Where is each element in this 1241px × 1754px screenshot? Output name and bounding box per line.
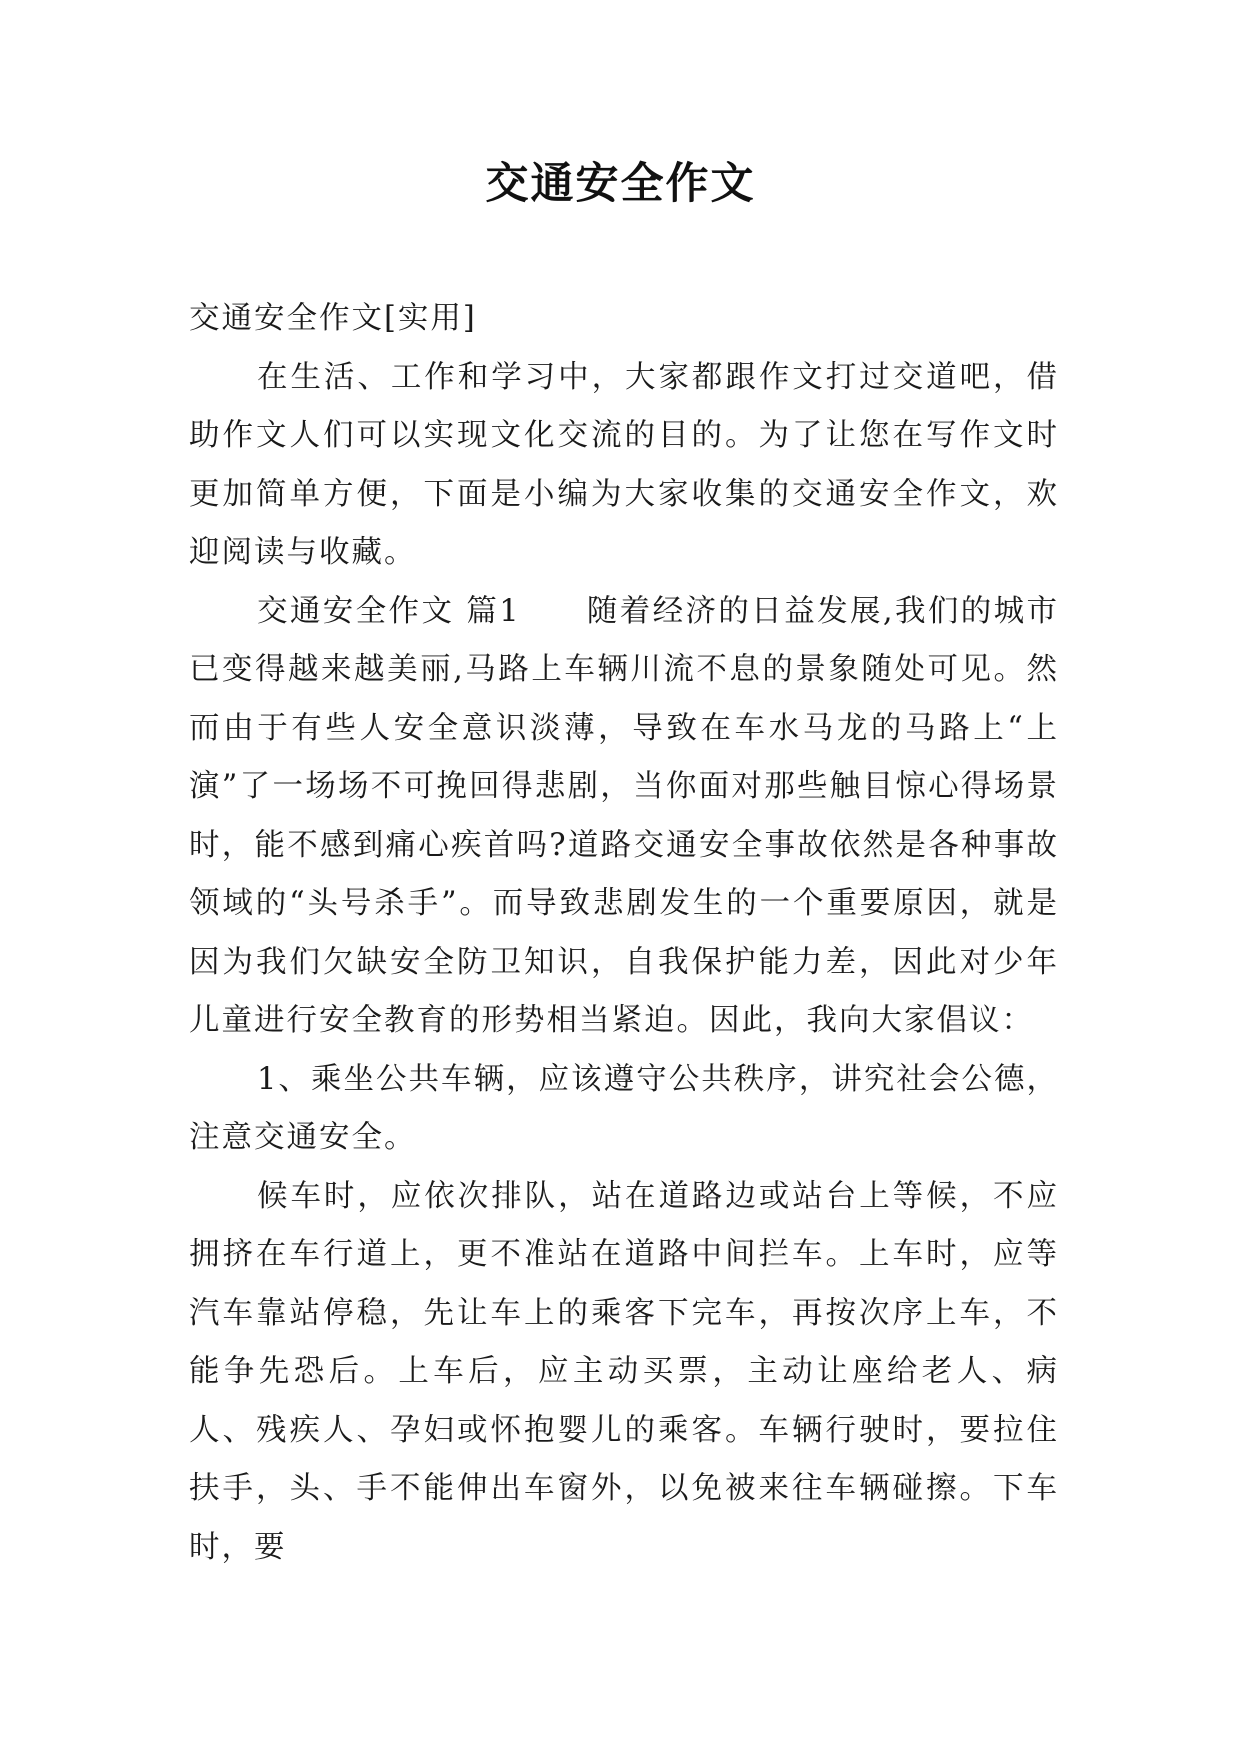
document-title: 交通安全作文 (485, 159, 756, 209)
paragraph: 在生活、工作和学习中，大家都跟作文打过交道吧，借助作文人们可以实现文化交流的目的。为了让您在写作文时更加简单方便，下面是小编为大家收集的交通安全作文，欢迎阅读与收藏。 (189, 359, 1059, 570)
paragraph: 交通安全作文 篇1 随着经济的日益发展,我们的城市已变得越来越美丽,马路上车辆川流不息的景象随处可见。然而由于有些人安全意识淡薄，导致在车水马龙的马路上“上演”了一场场不可挽回得悲剧，当你面对那些触目惊心得场景时，能不感到痛心疾首吗?道路交通安全事故依然是各种事故领域的“头号杀手”。而导致悲剧发生的一个重要原因，就是因为我们欠缺安全防卫知识，自我保护能力差，因此对少年儿童进行安全教育的形势相当紧迫。因此，我向大家倡议： (189, 593, 1059, 1038)
paragraph: 1、乘坐公共车辆，应该遵守公共秩序，讲究社会公德，注意交通安全。 (189, 1061, 1059, 1155)
document-body (189, 290, 1059, 1577)
paragraph: 候车时，应依次排队，站在道路边或站台上等候，不应拥挤在车行道上，更不准站在道路中间拦车。上车时，应等汽车靠站停稳，先让车上的乘客下完车，再按次序上车，不能争先恐后。上车后，应主动买票，主动让座给老人、病人、残疾人、孕妇或怀抱婴儿的乘客。车辆行驶时，要拉住扶手，头、手不能伸出车窗外，以免被来往车辆碰擦。下车时，要 (189, 1178, 1059, 1565)
document-subtitle: 交通安全作文[实用] (189, 301, 477, 336)
